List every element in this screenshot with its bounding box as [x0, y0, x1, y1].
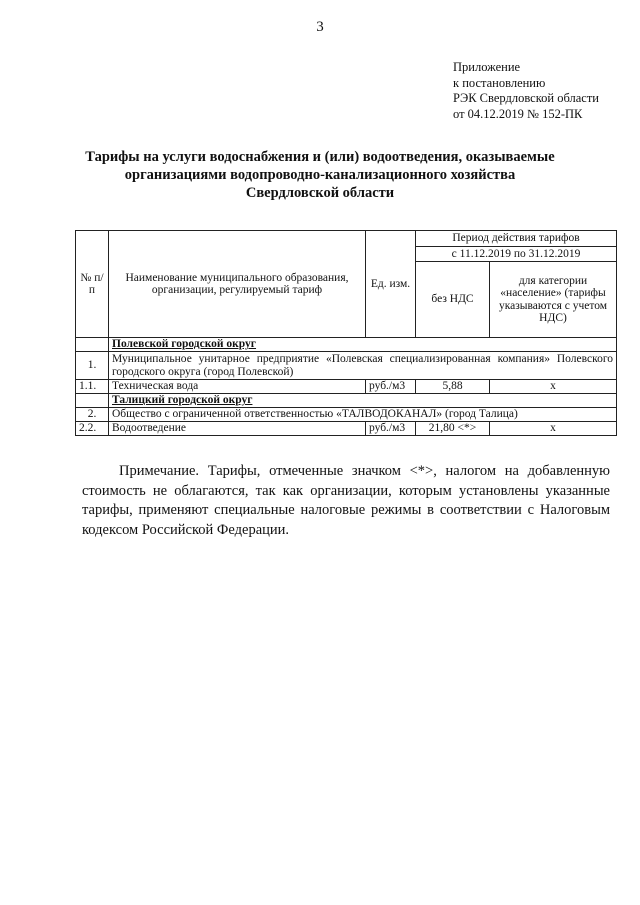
district-name: Талицкий городской округ: [109, 394, 617, 408]
header-name: Наименование муниципального образования, организации, регулируемый тариф: [109, 231, 366, 338]
appendix-block: [453, 60, 599, 122]
note-paragraph: Примечание. Тарифы, отмеченные значком <*>, налогом на добавленную стоимость не облагаются, так как организации, которым установлены указанные тарифы, применяют специальные налоговые режимы в соответствии с Налоговым кодексом Российской Федерации.: [82, 463, 610, 538]
header-num: № п/п: [76, 231, 109, 338]
header-unit: Ед. изм.: [366, 231, 416, 338]
tariff-name: Техническая вода: [109, 380, 366, 394]
table-row: [76, 380, 617, 394]
organization-name: Муниципальное унитарное предприятие «Полевская специализированная компания» Полевского городского округа (город Полевской): [109, 352, 617, 380]
tariff-name: Водоотведение: [109, 422, 366, 436]
table-row: [76, 422, 617, 436]
appendix-line: от 04.12.2019 № 152-ПК: [453, 106, 583, 121]
row-number: 1.: [76, 352, 109, 380]
row-number: 1.1.: [76, 380, 109, 394]
header-date-range: с 11.12.2019 по 31.12.2019: [416, 247, 617, 262]
title-line: организациями водопроводно-канализационного хозяйства: [124, 167, 516, 183]
document-title: [60, 148, 580, 202]
title-line: Свердловской области: [245, 185, 395, 201]
tariff-value-no-vat: 5,88: [416, 380, 490, 394]
table-row: [76, 394, 617, 408]
tariff-unit: руб./м3: [366, 380, 416, 394]
header-population: для категории «население» (тарифы указываются с учетом НДС): [490, 262, 617, 338]
row-number: 2.: [76, 408, 109, 422]
header-period: Период действия тарифов: [416, 231, 617, 247]
organization-name: Общество с ограниченной ответственностью «ТАЛВОДОКАНАЛ» (город Талица): [109, 408, 617, 422]
appendix-line: РЭК Свердловской области: [453, 91, 599, 105]
tariff-value-population: х: [490, 380, 617, 394]
tariff-table: [75, 230, 617, 436]
row-number: 2.2.: [76, 422, 109, 436]
title-line: Тарифы на услуги водоснабжения и (или) водоотведения, оказываемые: [85, 149, 555, 165]
cell-empty: [76, 394, 109, 408]
tariff-value-population: х: [490, 422, 617, 436]
appendix-line: Приложение: [453, 60, 521, 74]
table-row: [76, 352, 617, 380]
appendix-line: к постановлению: [453, 75, 546, 90]
tariff-value-no-vat: 21,80 <*>: [416, 422, 490, 436]
table-row: [76, 338, 617, 352]
page-number: 3: [316, 19, 324, 35]
table-row: [76, 408, 617, 422]
tariff-unit: руб./м3: [366, 422, 416, 436]
district-name: Полевской городской округ: [109, 338, 617, 352]
cell-empty: [76, 338, 109, 352]
header-no-vat: без НДС: [416, 262, 490, 338]
